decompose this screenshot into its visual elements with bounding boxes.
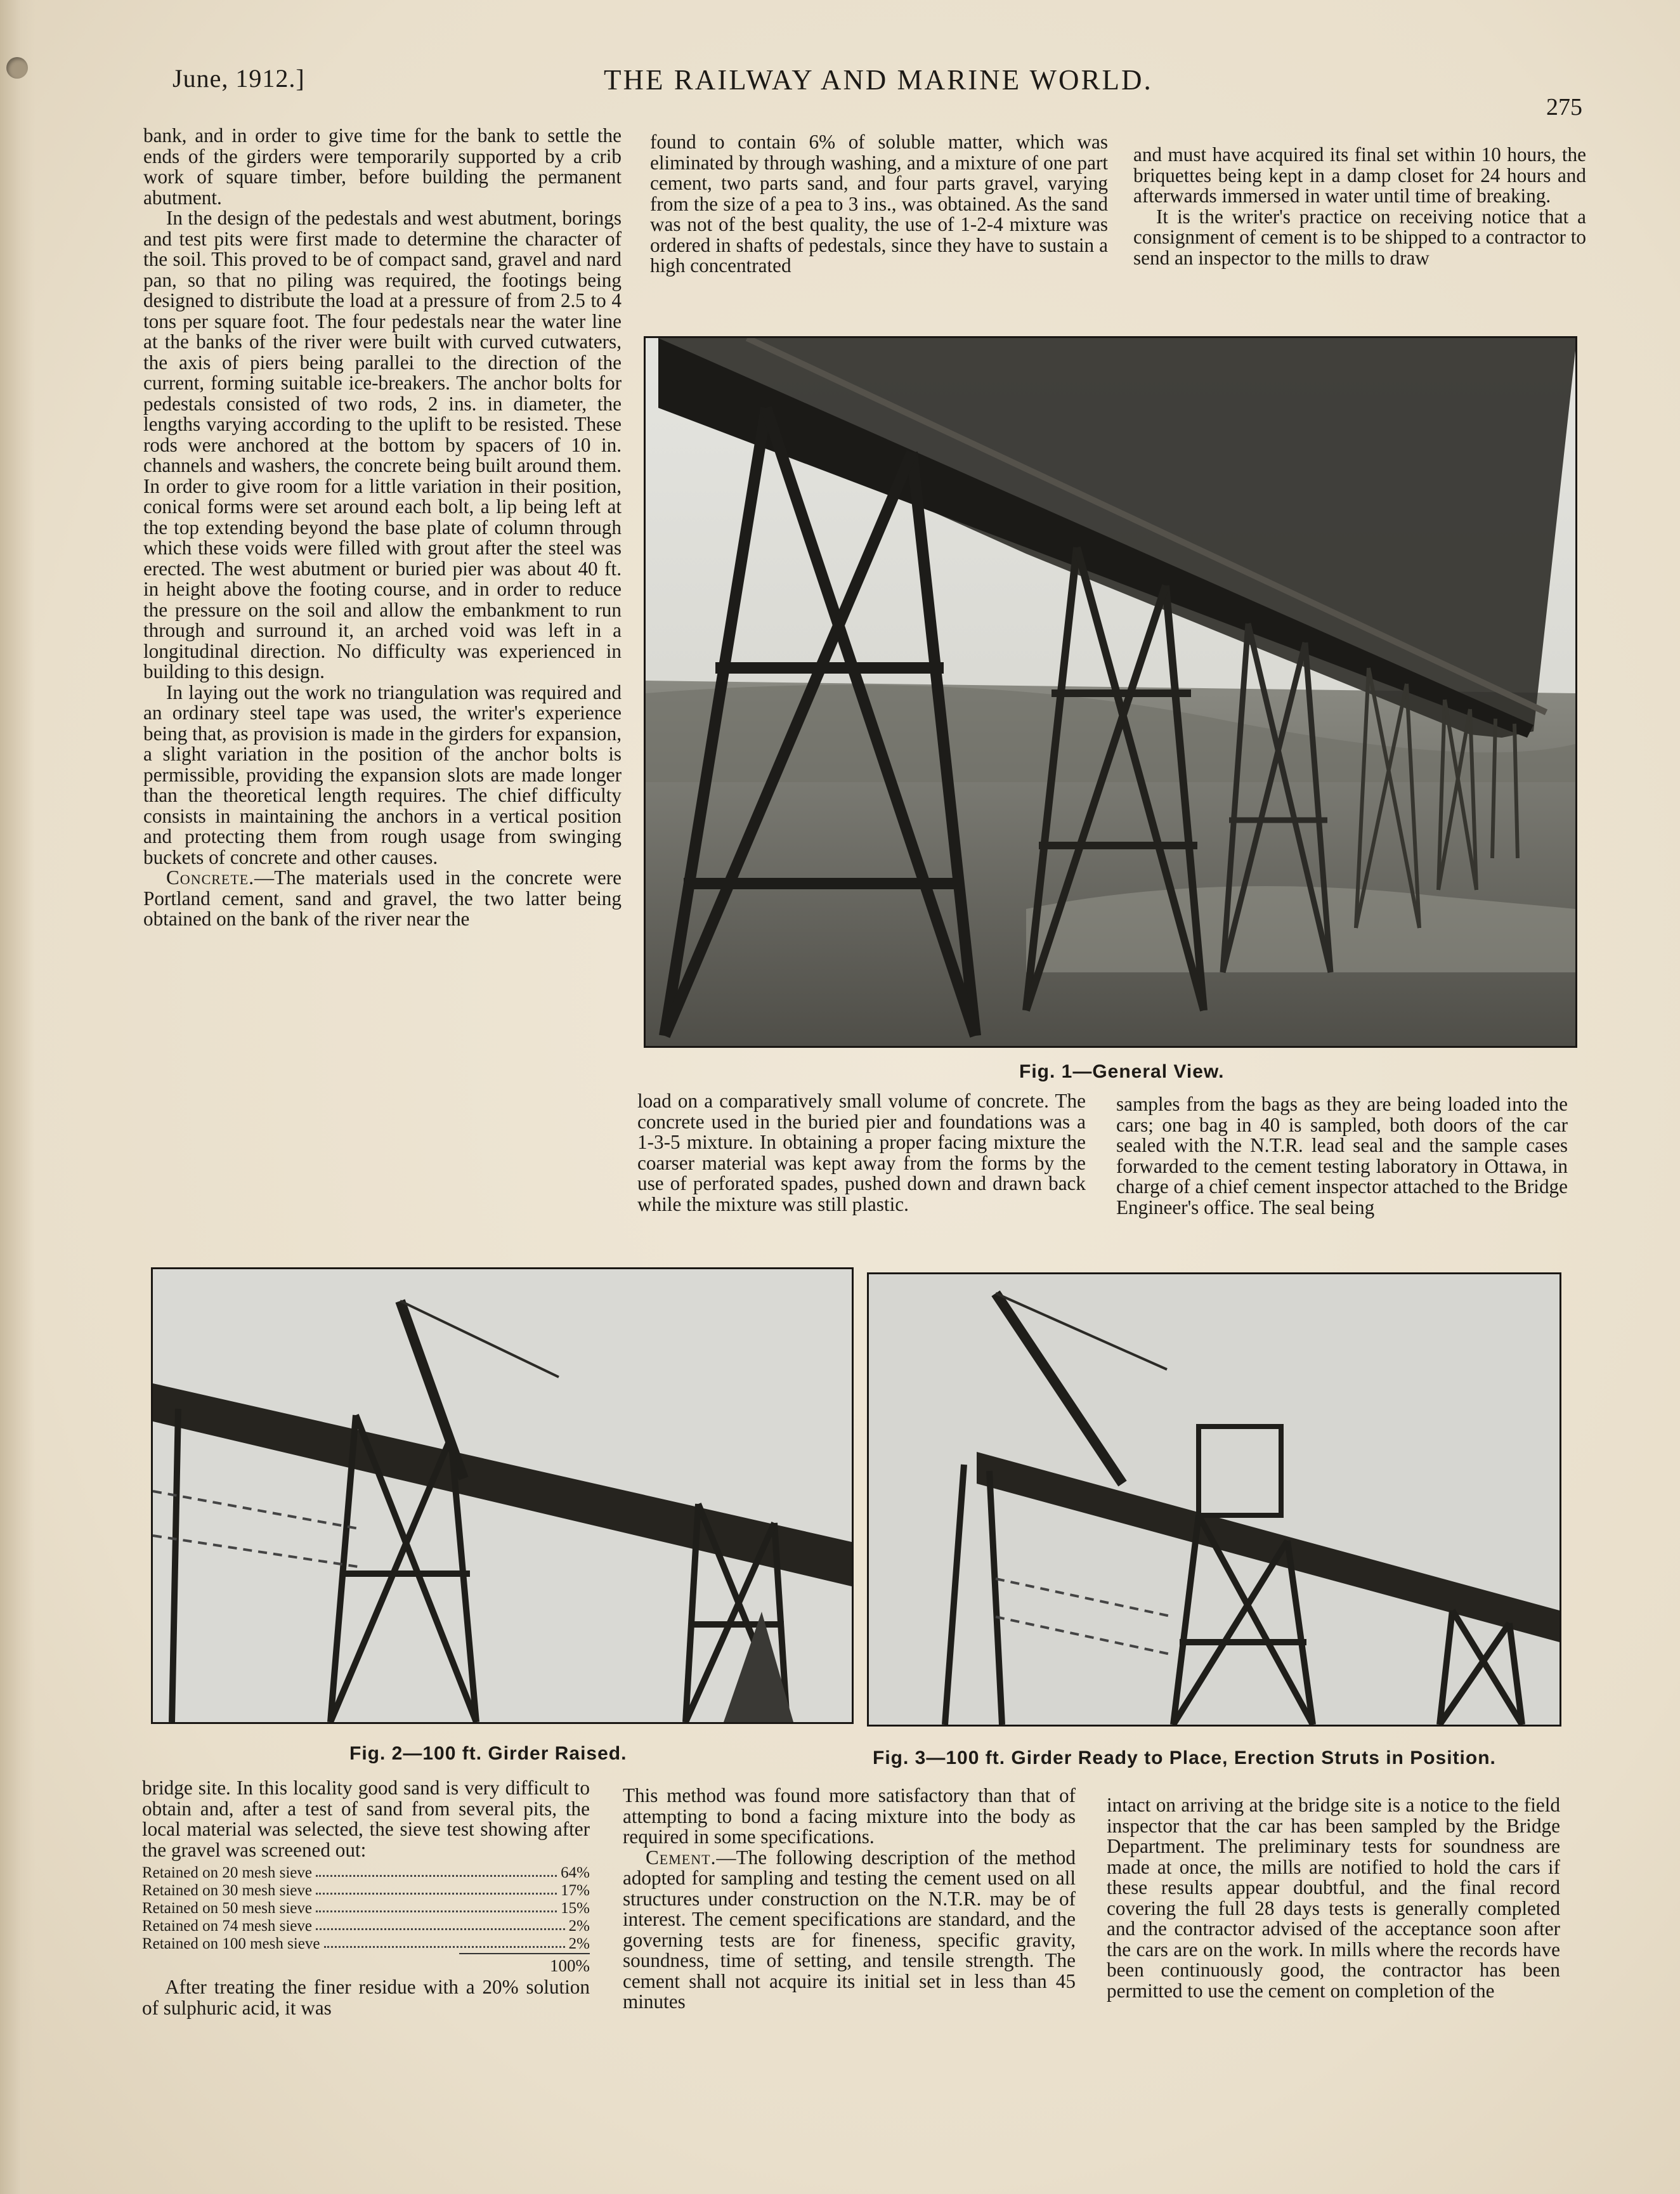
sieve-value: 17% (561, 1882, 590, 1899)
section-heading-cement: Cement. (646, 1846, 717, 1869)
page-binding-edge (0, 0, 35, 2194)
paragraph: and must have acquired its final set within 10 hours, the briquettes being kept in a damp closet for 24 hours and afterwards immersed in water until time of breaking. (1133, 145, 1586, 207)
article-column-3-middle (1116, 1094, 1568, 1262)
paragraph: It is the writer's practice on receiving notice that a consignment of cement is to be shipped to a contractor to send an inspector to the mills to draw (1133, 205, 1586, 269)
figure-1-general-view-photo (644, 336, 1577, 1048)
sieve-label: Retained on 100 mesh sieve (142, 1935, 320, 1952)
paragraph (623, 1848, 1076, 2013)
article-column-1-bottom (142, 1778, 590, 2070)
article-column-2-bottom (623, 1786, 1076, 2077)
header-date: June, 1912.] (173, 64, 305, 93)
sieve-label: Retained on 20 mesh sieve (142, 1864, 312, 1881)
paragraph: found to contain 6% of soluble matter, which was eliminated by through washing, and a mixture of one part cement, two parts sand, and four parts gravel, varying from the size of a pea to 3 ins., was obtained. As the sand was not of the best quality, the use of 1-2-4 mixture was ordered in shafts of pedestals, since they have to sustain a high concentrated (650, 132, 1108, 277)
paragraph: In the design of the pedestals and west abutment, borings and test pits were first made to determine the character of the soil. This proved to be of compact sand, gravel and nard pan, so that no piling was required, the footings being designed to distribute the load at a pressure of from 2.5 to 4 tons per square foot. The four pedestals near the water line at the banks of the river were built with curved cutwaters, the axis of piers being parallei to the direction of the current, forming suitable ice-breakers. The anchor bolts for pedestals consisted of two rods, 2 ins. in diameter, the lengths varying according to the uplift to be resisted. These rods were anchored at the bottom by spacers of 10 in. channels and washers, the concrete being built around them. In order to give room for a little variation in their position, conical forms were set around each bolt, a lip being left at the top extending beyond the base plate of column through which these voids were filled with grout after the steel was erected. The west abutment or buried pier was about 40 ft. in height above the footing course, and in order to reduce the pressure on the soil and allow the embankment to run through and surround it, an arched void was left in a longitudinal direction. No difficulty was experienced in building to this design. (143, 207, 622, 682)
sieve-row (142, 1900, 590, 1917)
sieve-row (142, 1882, 590, 1900)
article-column-2-middle (637, 1091, 1086, 1259)
paragraph: intact on arriving at the bridge site is a notice to the field inspector that the car has been sampled by the Bridge Department. The preliminary tests for soundness are made at once, the mills are notified to hold the cars if these results appear doubtful, and the final record covering the full 28 days tests is generally completed and the contractor advised of the acceptance soon after the cars are on the work. In mills where the records have been continuously good, the contractor has been permitted to use the cement on completion of the (1107, 1795, 1560, 2002)
figure-3-caption: Fig. 3—100 ft. Girder Ready to Place, Erection Struts in Position. (873, 1747, 1496, 1768)
binding-hole (6, 57, 28, 79)
sieve-value: 2% (568, 1917, 590, 1935)
sieve-value: 15% (561, 1900, 590, 1917)
sieve-value: 64% (561, 1864, 590, 1881)
paragraph: load on a comparatively small volume of concrete. The concrete used in the buried pier and foundations was a 1-3-5 mixture. In obtaining a proper facing mixture the coarser material was kept away from the forms by the use of perforated spades, pushed down and drawn back while the mixture was still plastic. (637, 1091, 1086, 1215)
sieve-test-table (142, 1864, 590, 1975)
article-column-3-bottom (1107, 1795, 1560, 2087)
figure-2-girder-raised-photo (151, 1267, 854, 1724)
figure-2-caption: Fig. 2—100 ft. Girder Raised. (349, 1743, 627, 1764)
paragraph: bridge site. In this locality good sand is very difficult to obtain and, after a test of sand from several pits, the local material was selected, the sieve test showing after the gravel was screened out: (142, 1778, 590, 1861)
figure-1-caption: Fig. 1—General View. (1019, 1061, 1225, 1082)
figure-3-girder-ready-photo (867, 1272, 1561, 1727)
article-column-2-top (650, 132, 1108, 322)
paragraph: In laying out the work no triangulation was required and an ordinary steel tape was used, the writer's experience being that, as provision is made in the girders for expansion, a slight variation in the position of the anchor bolts is permissible, providing the expansion slots are made longer than the theoretical length requires. The chief difficulty consists in maintaining the anchors in a vertical position and protecting them from rough usage from swinging buckets of concrete and other causes. (143, 681, 622, 868)
paragraph: bank, and in order to give time for the bank to settle the ends of the girders were temporarily supported by a crib work of square timber, before building the permanent abutment. (143, 126, 622, 209)
cement-text: —The following description of the method adopted for sampling and testing the cement used on all structures under construction on the N.T.R. may be of interest. The cement specifications are standard, and the governing tests are for fineness, specific gravity, soundness, time of setting, and tensile strength. The cement shall not acquire its initial set in less than 45 minutes (623, 1846, 1076, 2013)
sieve-label: Retained on 30 mesh sieve (142, 1882, 312, 1899)
paragraph: After treating the finer residue with a 20% solution of sulphuric acid, it was (142, 1976, 590, 2019)
paragraph: This method was found more satisfactory than that of attempting to bond a facing mixture into the body as required in some specifications. (623, 1786, 1076, 1848)
sieve-label: Retained on 74 mesh sieve (142, 1917, 312, 1935)
paragraph: samples from the bags as they are being loaded into the cars; one bag in 40 is sampled, both doors of the car sealed with the N.T.R. lead seal and the sample cases forwarded to the cement testing laboratory in Ottawa, in charge of a chief cement inspector attached to the Bridge Engineer's office. The seal being (1116, 1094, 1568, 1218)
article-column-3-top (1133, 145, 1586, 329)
concrete-text: —The materials used in the concrete were Portland cement, sand and gravel, the two latter being obtained on the bank of the river near the (143, 866, 622, 930)
section-heading-concrete: Concrete. (166, 866, 255, 889)
sieve-value: 2% (568, 1935, 590, 1952)
sieve-row (142, 1864, 590, 1882)
paragraph (143, 868, 622, 930)
page-number: 275 (1546, 94, 1582, 121)
sieve-label: Retained on 50 mesh sieve (142, 1900, 312, 1917)
sieve-row (142, 1917, 590, 1935)
header-title: THE RAILWAY AND MARINE WORLD. (604, 64, 1153, 96)
sieve-row (142, 1935, 590, 1953)
sieve-total: 100% (459, 1953, 590, 1975)
article-column-1 (143, 126, 622, 1248)
